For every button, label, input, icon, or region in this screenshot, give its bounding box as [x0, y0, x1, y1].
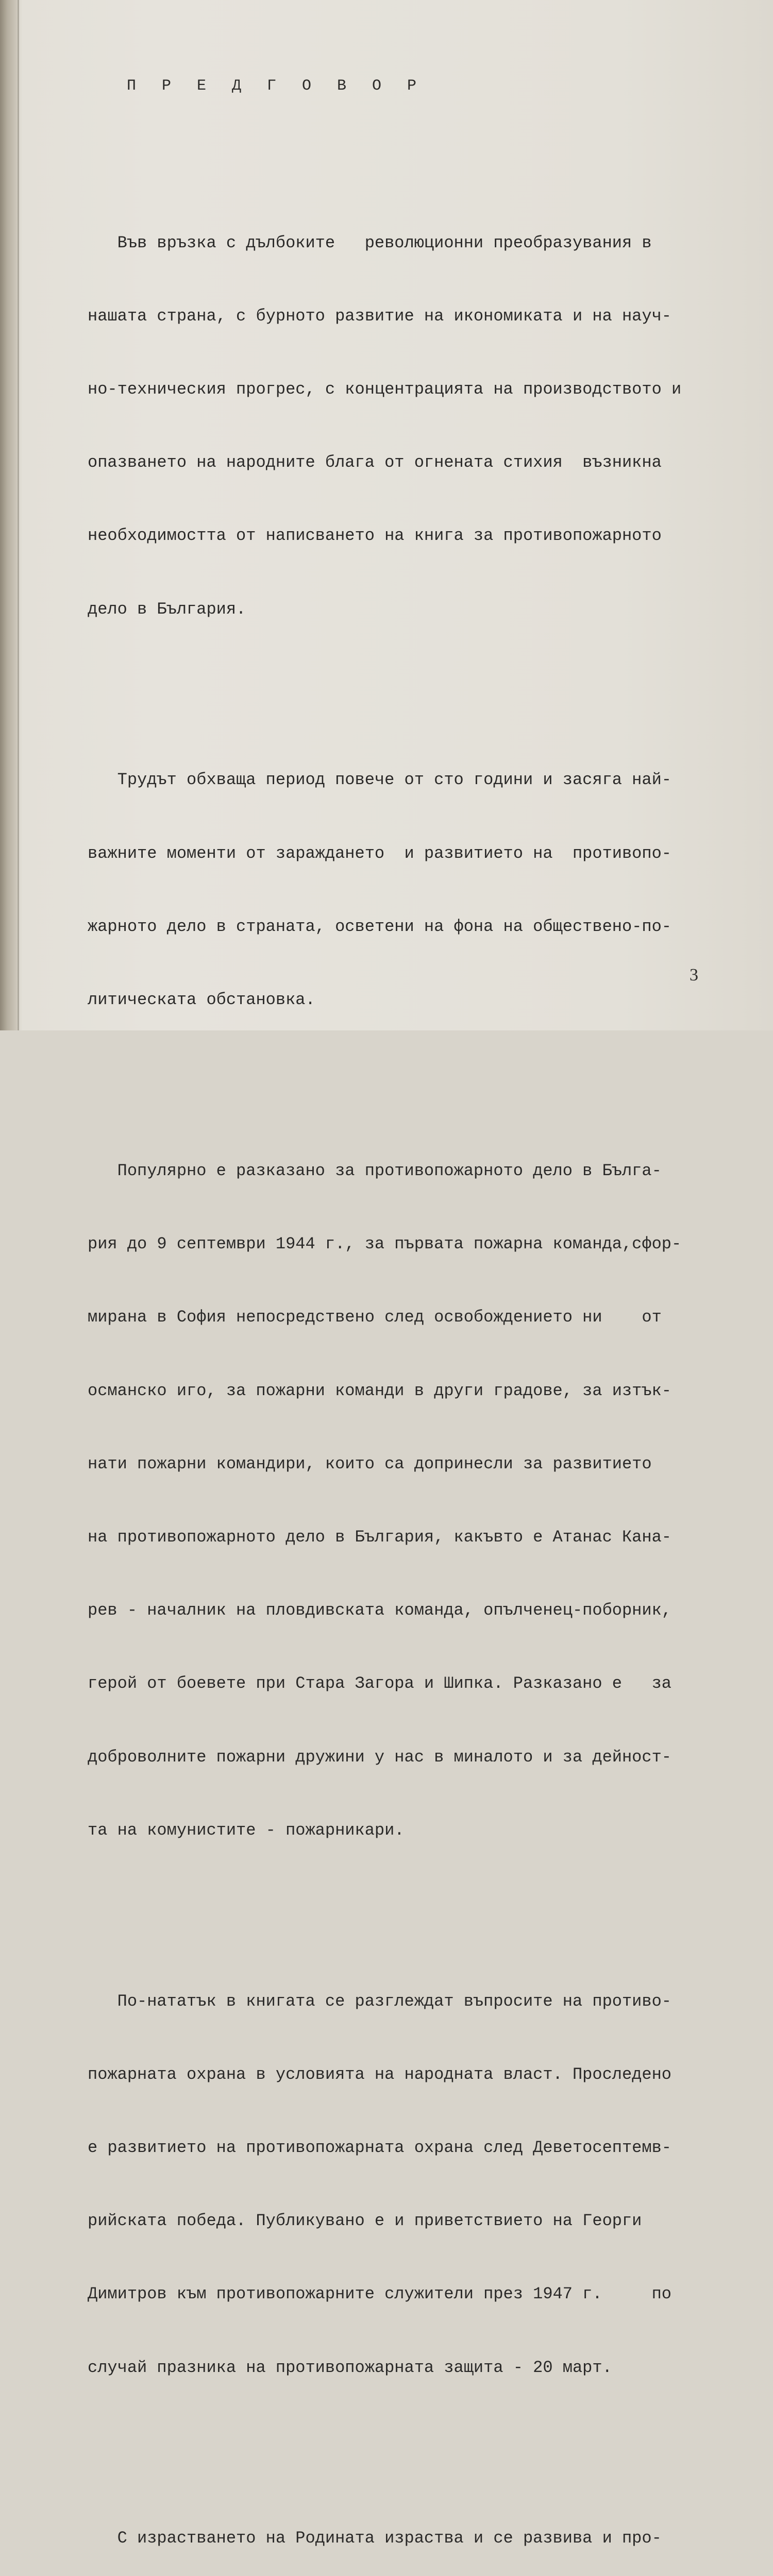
text-line: Трудът обхваща период повече от сто години и засяга най-	[88, 770, 671, 790]
text-line: рийската победа. Публикувано е и приветствието на Георги	[88, 2211, 642, 2231]
text-line: но-техническия прогрес, с концентрацията на производството и	[88, 380, 682, 399]
text-line: мирана в София непосредствено след освобождението ни от	[88, 1308, 662, 1327]
text-line: е развитието на противопожарната охрана след Деветосептемв-	[88, 2138, 671, 2157]
text-line: важните моменти от зараждането и развитието на противопо-	[88, 843, 671, 863]
text-line: доброволните пожарни дружини у нас в миналото и за дейност-	[88, 1747, 671, 1767]
text-line: Димитров към противопожарните служители през 1947 г. по	[88, 2284, 671, 2304]
text-line: пожарната охрана в условията на народната власт. Проследено	[88, 2064, 671, 2084]
text-line: та на комунистите - пожарникари.	[88, 1820, 405, 1840]
binding-edge	[18, 0, 19, 1030]
text-line: рия до 9 септември 1944 г., за първата пожарна команда,сфор-	[88, 1234, 682, 1254]
text-line: Във връзка с дълбоките революционни преобразувания в	[88, 233, 652, 252]
paragraph	[88, 1940, 696, 2429]
page-heading: П Р Е Д Г О В О Р	[127, 77, 425, 95]
text-line: дело в България.	[88, 599, 246, 619]
text-line: необходимостта от написването на книга за противопожарното	[88, 526, 662, 546]
text-line: случай празника на противопожарната защита - 20 март.	[88, 2358, 612, 2377]
text-line: герой от боевете при Стара Загора и Шипка. Разказано е за	[88, 1674, 671, 1693]
text-line: литическата обстановка.	[88, 990, 315, 1010]
text-line: османско иго, за пожарни команди в други градове, за изтък-	[88, 1381, 671, 1400]
text-line: нашата страна, с бурното развитие на икономиката и на науч-	[88, 306, 671, 326]
paragraph	[88, 2478, 696, 2576]
text-line: По-нататък в книгата се разглеждат въпросите на противо-	[88, 1991, 671, 2011]
paragraph	[88, 182, 696, 670]
paragraph	[88, 1110, 696, 1891]
paragraph	[88, 719, 696, 1061]
text-line: опазването на народните блага от огнената стихия възникна	[88, 453, 662, 472]
text-line: рев - началник на пловдивската команда, опълченец-поборник,	[88, 1601, 671, 1620]
page-number: 3	[690, 965, 698, 985]
book-binding	[0, 0, 18, 1030]
text-line: жарното дело в страната, осветени на фона на обществено-по-	[88, 917, 671, 936]
body-text	[88, 133, 696, 2576]
text-line: на противопожарното дело в България, какъвто е Атанас Кана-	[88, 1527, 671, 1547]
text-line: Популярно е разказано за противопожарното дело в Бълга-	[88, 1161, 662, 1180]
text-line: С израстването на Родината израства и се развива и про-	[88, 2529, 662, 2548]
text-line: нати пожарни командири, които са допринесли за развитието	[88, 1454, 652, 1473]
